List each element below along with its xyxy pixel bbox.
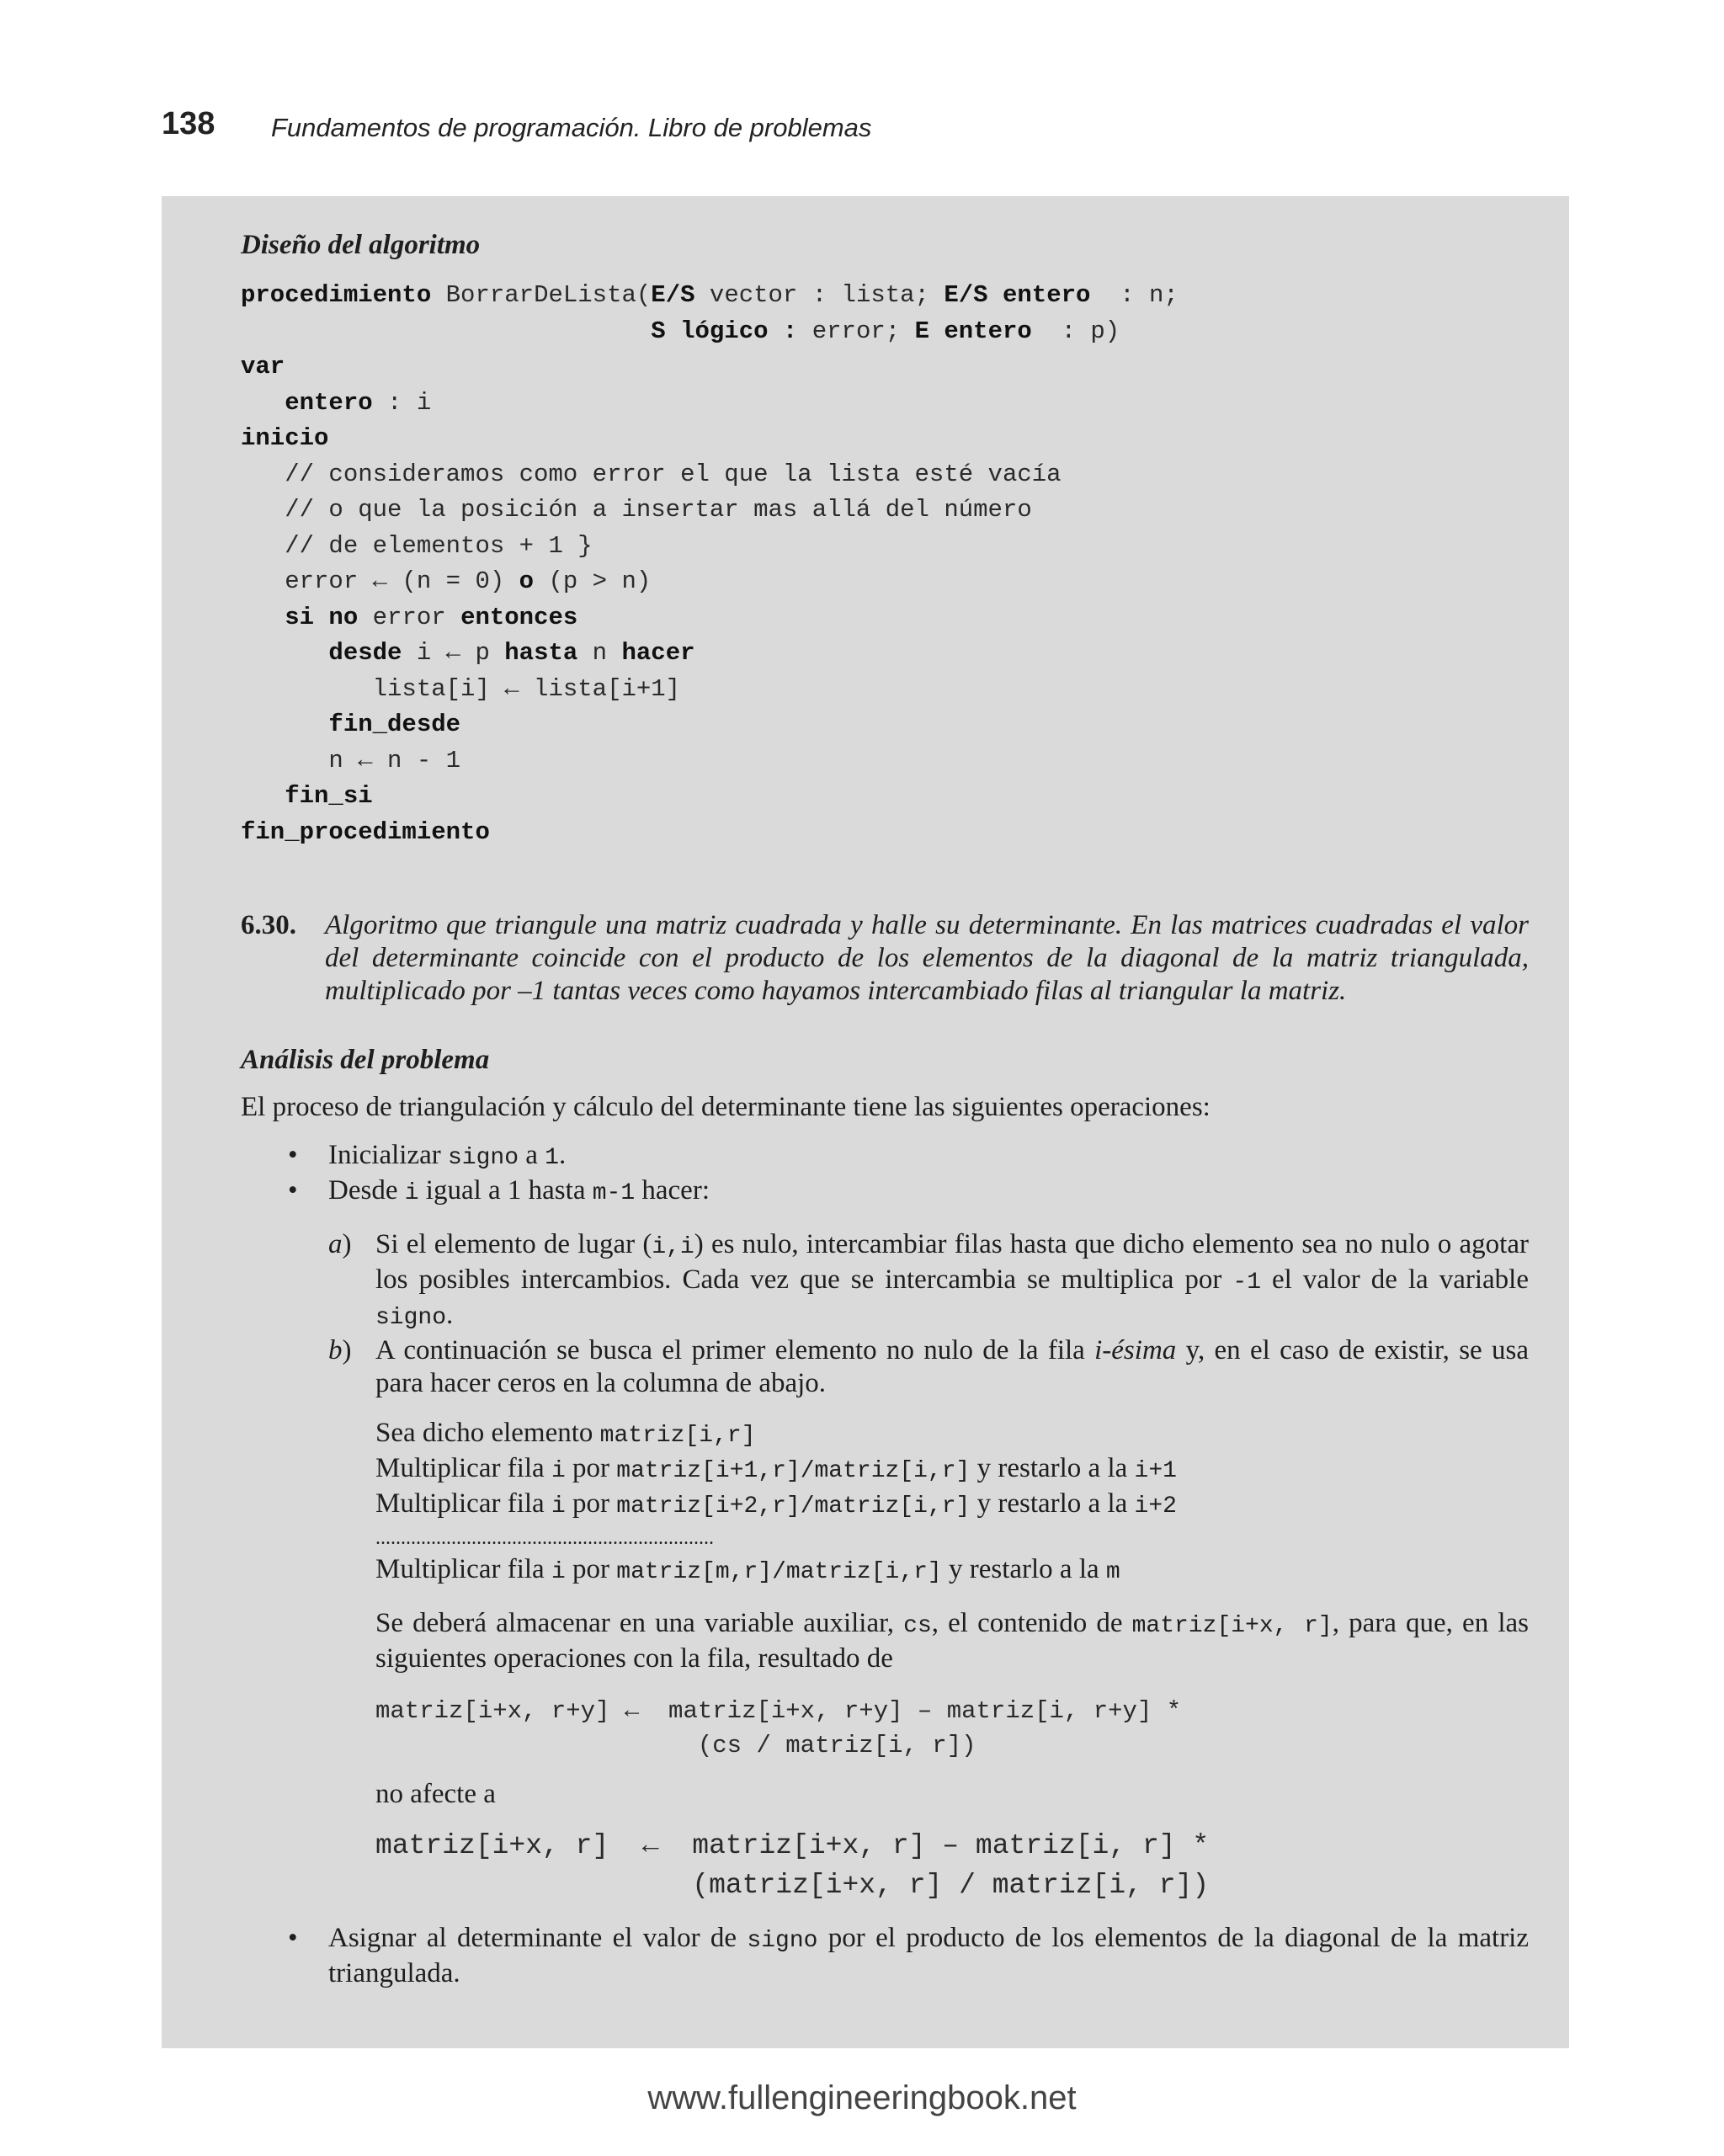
code-indent xyxy=(241,639,328,667)
code-keyword: var xyxy=(241,353,285,381)
text: por xyxy=(565,1488,617,1519)
analysis-intro: El proceso de triangulación y cálculo del determinante tiene las siguientes operaciones: xyxy=(241,1092,1211,1122)
text: Si el elemento de lugar ( xyxy=(375,1229,652,1259)
code-keyword: E/S xyxy=(651,281,695,309)
code-indent xyxy=(241,604,285,631)
code-keyword: hacer xyxy=(621,639,695,667)
code-inline: i+2 xyxy=(1134,1493,1177,1520)
text: por el producto de los elementos de la diagonal de la matriz triangulada. xyxy=(328,1923,1529,1988)
code-keyword: E xyxy=(914,317,929,345)
code-inline: signo xyxy=(747,1928,818,1954)
formula-2 xyxy=(375,1826,1529,1905)
code-keyword: fin_desde xyxy=(328,711,461,738)
code-text xyxy=(929,317,944,345)
formula-line: matriz[i+x, r+y] ← matriz[i+x, r+y] – matriz[i, r+y] * xyxy=(375,1697,1182,1725)
bullet-mark: • xyxy=(288,1923,298,1953)
code-keyword: entonces xyxy=(460,603,578,631)
code-text: error; xyxy=(797,317,915,345)
code-inline: i xyxy=(551,1559,566,1585)
code-keyword: inicio xyxy=(241,424,329,452)
formula-code xyxy=(375,1826,1529,1905)
step-line xyxy=(375,1488,1529,1523)
text: Se deberá almacenar en una variable auxiliar, xyxy=(375,1608,904,1638)
emphasis: i-ésima xyxy=(1094,1335,1177,1365)
text: y, en el caso de existir, se usa para hacer ceros en la columna de abajo. xyxy=(375,1335,1529,1398)
code-indent xyxy=(241,782,285,810)
text: a xyxy=(519,1140,545,1170)
problem-statement xyxy=(241,909,1529,1008)
code-keyword: lógico : xyxy=(680,317,798,345)
subitem-b xyxy=(241,1334,1529,1400)
code-text: n xyxy=(577,639,622,667)
design-heading: Diseño del algoritmo xyxy=(241,230,481,260)
text: . xyxy=(558,1140,567,1170)
panel-content xyxy=(241,230,1529,1990)
no-afecte-text: no afecte a xyxy=(375,1779,496,1809)
text: ) es nulo, intercambiar filas hasta que dicho elemento sea no nulo o agotar los posibles intercambios. Cada vez que se intercambia se multiplica por xyxy=(375,1229,1529,1295)
code-inline: m xyxy=(1105,1559,1120,1585)
code-inline: matriz[i+2,r]/matriz[i,r] xyxy=(616,1493,971,1520)
text: y restarlo a la xyxy=(970,1488,1135,1519)
footer-url: www.fullengineeringbook.net xyxy=(647,2079,1077,2116)
code-inline: i,i xyxy=(652,1234,694,1260)
text: , para que, en las siguientes operaciones con la fila, resultado de xyxy=(375,1608,1529,1674)
running-title: Fundamentos de programación. Libro de problemas xyxy=(271,113,872,142)
text: Inicializar xyxy=(328,1140,448,1170)
code-indent xyxy=(241,389,285,417)
formula-code xyxy=(375,1694,1529,1763)
text: Multiplicar fila xyxy=(375,1554,551,1584)
text: . xyxy=(446,1300,454,1330)
code-text: : n; xyxy=(1090,281,1179,309)
code-inline: i xyxy=(404,1180,419,1206)
code-indent xyxy=(241,317,651,345)
code-keyword: entero xyxy=(285,388,373,417)
code-text: BorrarDeLista( xyxy=(431,281,652,309)
code-inline: i+1 xyxy=(1134,1458,1177,1484)
subitem-letter xyxy=(328,1228,352,1261)
problem-text: Algoritmo que triangule una matriz cuadrada y halle su determinante. En las matrices cuadradas el valor del determinante coincide con el producto de los elementos de la diagonal de la matriz triangulada, multiplicado por –1 tantas veces como hayamos intercambiado filas al triangular la matriz. xyxy=(325,910,1529,1006)
code-inline: matriz[i+1,r]/matriz[i,r] xyxy=(616,1458,971,1484)
letter-text: a xyxy=(328,1229,343,1259)
formula-1 xyxy=(375,1694,1529,1763)
code-keyword: procedimiento xyxy=(241,281,432,309)
code-comment: // consideramos como error el que la lista esté vacía xyxy=(241,460,1062,488)
code-keyword: desde xyxy=(328,639,402,667)
code-text: (p > n) xyxy=(534,567,652,595)
code-inline: i xyxy=(551,1493,566,1520)
analysis-heading: Análisis del problema xyxy=(241,1045,490,1075)
code-inline: m-1 xyxy=(592,1180,636,1206)
list-item xyxy=(241,1174,1529,1210)
formula-line: matriz[i+x, r] ← matriz[i+x, r] – matriz[i, r] * xyxy=(375,1830,1210,1861)
code-inline: matriz[m,r]/matriz[i,r] xyxy=(616,1559,942,1585)
code-keyword: entero xyxy=(1003,281,1091,309)
step-line xyxy=(375,1417,1529,1452)
code-text: n ← n - 1 xyxy=(241,746,461,775)
code-text: i ← p xyxy=(402,639,505,667)
code-text: vector : lista; xyxy=(694,281,944,309)
text: Asignar al determinante el valor de xyxy=(328,1923,748,1953)
text: Desde xyxy=(328,1175,405,1206)
operations-list xyxy=(241,1139,1529,1210)
text: Multiplicar fila xyxy=(375,1488,551,1519)
code-text xyxy=(666,317,680,345)
ellipsis-line: ................................................................... xyxy=(375,1527,714,1549)
code-comment: // de elementos + 1 } xyxy=(241,531,593,560)
code-inline: 1 xyxy=(545,1145,559,1171)
code-keyword: S xyxy=(651,317,666,345)
gray-content-panel xyxy=(162,196,1569,2048)
text: A continuación se busca el primer elemento no nulo de la fila xyxy=(375,1335,1095,1365)
step-line xyxy=(375,1452,1529,1488)
code-text: error ← (n = 0) xyxy=(241,567,519,595)
code-keyword: o xyxy=(519,567,535,595)
subitem-a xyxy=(241,1228,1529,1334)
final-list xyxy=(241,1922,1529,1990)
code-text: lista[i] ← lista[i+1] xyxy=(241,674,681,703)
code-text xyxy=(988,281,1003,309)
formula-line: (matriz[i+x, r] / matriz[i, r]) xyxy=(375,1870,1210,1901)
subitem-letter xyxy=(328,1334,352,1367)
page-number: 138 xyxy=(162,106,216,141)
code-indent xyxy=(241,711,328,738)
letter-paren: ) xyxy=(342,1229,352,1259)
letter-text: b xyxy=(328,1335,343,1365)
formula-line: (cs / matriz[i, r]) xyxy=(375,1732,976,1759)
code-inline: cs xyxy=(903,1613,932,1639)
text: hacer: xyxy=(635,1175,710,1206)
code-keyword: fin_procedimiento xyxy=(241,817,490,846)
step-line xyxy=(375,1553,1529,1589)
text: y restarlo a la xyxy=(970,1453,1135,1483)
text: Sea dicho elemento xyxy=(375,1418,600,1448)
code-keyword: hasta xyxy=(504,639,578,667)
text: igual a 1 hasta xyxy=(418,1175,593,1206)
letter-paren: ) xyxy=(342,1335,352,1365)
code-inline: -1 xyxy=(1232,1270,1262,1296)
code-keyword: entero xyxy=(944,317,1032,345)
code-keyword: si no xyxy=(285,603,359,631)
code-comment: // o que la posición a insertar mas allá del número xyxy=(241,496,1032,524)
text: el valor de la variable xyxy=(1261,1264,1529,1295)
algorithm-code xyxy=(241,278,1529,850)
code-text: : p) xyxy=(1031,317,1120,345)
code-inline: signo xyxy=(375,1305,447,1331)
text: por xyxy=(565,1554,617,1584)
text: , el contenido de xyxy=(931,1608,1132,1638)
code-text: error xyxy=(358,603,461,631)
code-text: : i xyxy=(372,388,432,417)
code-inline: i xyxy=(551,1458,566,1484)
code-inline: signo xyxy=(448,1145,519,1171)
code-keyword: fin_si xyxy=(285,782,373,810)
bullet-mark: • xyxy=(288,1175,298,1206)
text: Multiplicar fila xyxy=(375,1453,551,1483)
steps-block xyxy=(375,1417,1529,1589)
code-keyword: E/S xyxy=(944,281,988,309)
list-item xyxy=(241,1139,1529,1174)
list-item xyxy=(241,1922,1529,1990)
aux-paragraph xyxy=(375,1607,1529,1675)
bullet-mark: • xyxy=(288,1140,298,1170)
text: y restarlo a la xyxy=(941,1554,1106,1584)
code-inline: matriz[i+x, r] xyxy=(1131,1613,1333,1639)
problem-number: 6.30. xyxy=(241,910,296,940)
code-inline: matriz[i,r] xyxy=(599,1423,756,1449)
text: por xyxy=(565,1453,617,1483)
